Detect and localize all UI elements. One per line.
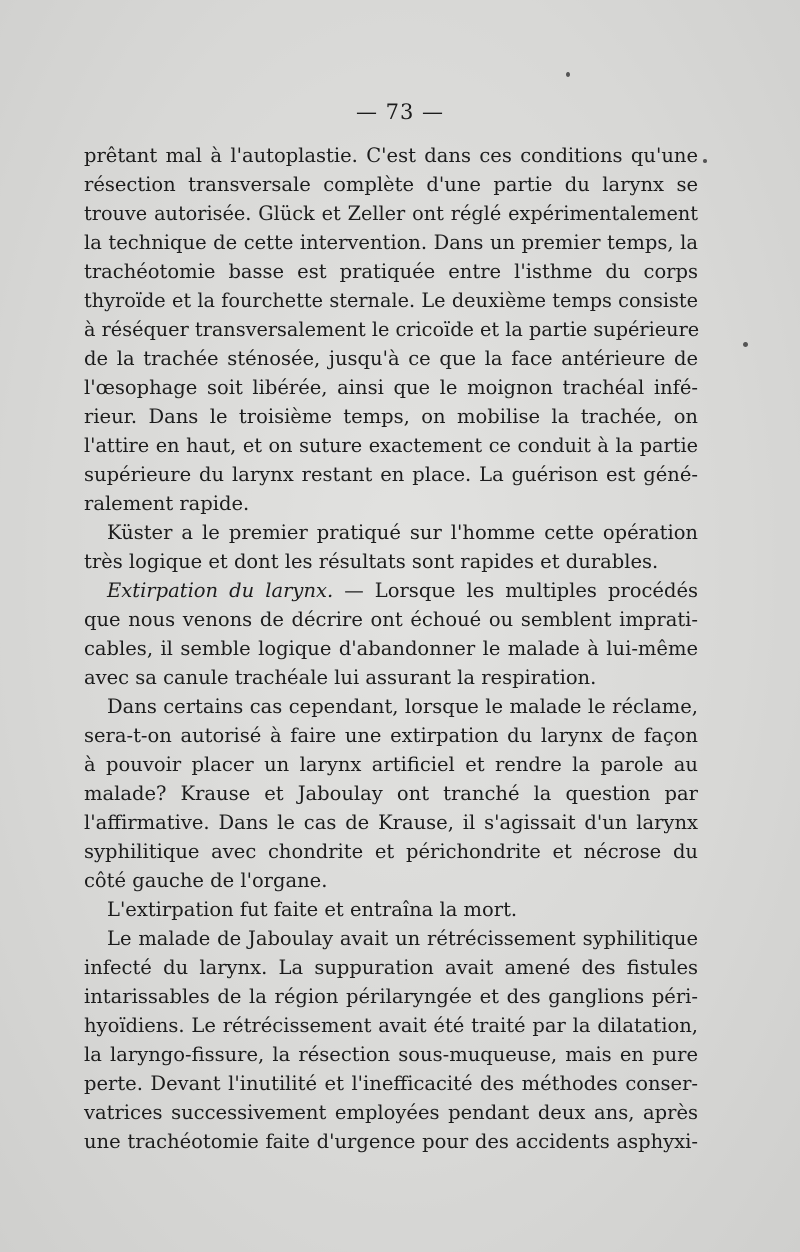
text-line: l'attire en haut, et on suture exactement ce conduit à la partie [84, 434, 698, 457]
text-line: que nous venons de décrire ont échoué ou semblent imprati- [84, 608, 698, 631]
paper-speck [743, 342, 748, 347]
text-line: prêtant mal à l'autoplastie. C'est dans ces conditions qu'une [84, 144, 698, 167]
text-line: rieur. Dans le troisième temps, on mobilise la trachée, on [84, 405, 698, 428]
text-line: une trachéotomie faite d'urgence pour des accidents asphyxi- [84, 1130, 698, 1153]
text-line: intarissables de la région périlaryngée et des ganglions péri- [84, 985, 698, 1008]
text-line: à pouvoir placer un larynx artificiel et rendre la parole au [84, 753, 698, 776]
text-line: de la trachée sténosée, jusqu'à ce que la face antérieure de [84, 347, 698, 370]
section-heading: Extirpation du larynx. [107, 579, 334, 602]
text-line: L'extirpation fut faite et entraîna la mort. [107, 898, 518, 921]
text-line: cables, il semble logique d'abandonner le malade à lui-même [84, 637, 698, 660]
text-line: à réséquer transversalement le cricoïde et la partie supérieure [84, 318, 700, 341]
paper-speck [566, 72, 570, 77]
text-line: trachéotomie basse est pratiquée entre l'isthme du corps [84, 260, 698, 283]
text-line: avec sa canule trachéale lui assurant la respiration. [84, 666, 597, 689]
text-line: l'œsophage soit libérée, ainsi que le moignon trachéal infé- [84, 376, 698, 399]
text-line: Küster a le premier pratiqué sur l'homme cette opération [107, 521, 698, 544]
text-line: perte. Devant l'inutilité et l'inefficacité des méthodes conser- [84, 1072, 698, 1095]
paper-speck [703, 159, 707, 163]
page-number: — 73 — [355, 100, 445, 124]
text-line: Dans certains cas cependant, lorsque le malade le réclame, [107, 695, 698, 718]
text-line: vatrices successivement employées pendant deux ans, après [84, 1101, 698, 1124]
text-line: trouve autorisée. Glück et Zeller ont réglé expérimentalement [84, 202, 698, 225]
body-text [84, 141, 698, 1156]
text-line: la laryngo-fissure, la résection sous-muqueuse, mais en pure [84, 1043, 698, 1066]
text-line: côté gauche de l'organe. [84, 869, 328, 892]
text-line: syphilitique avec chondrite et périchondrite et nécrose du [84, 840, 698, 863]
text-line: thyroïde et la fourchette sternale. Le deuxième temps consiste [84, 289, 698, 312]
text-line: supérieure du larynx restant en place. La guérison est géné- [84, 463, 698, 486]
text-line: l'affirmative. Dans le cas de Krause, il s'agissait d'un larynx [84, 811, 698, 834]
text-line: sera-t-on autorisé à faire une extirpation du larynx de façon [84, 724, 698, 747]
section-heading-rest: — Lorsque les multiples procédés [333, 579, 698, 602]
section-heading-line [84, 576, 698, 605]
text-line: infecté du larynx. La suppuration avait amené des fistules [84, 956, 698, 979]
text-line: la technique de cette intervention. Dans un premier temps, la [84, 231, 698, 254]
text-line: malade? Krause et Jaboulay ont tranché la question par [84, 782, 698, 805]
text-line: Le malade de Jaboulay avait un rétrécissement syphilitique [107, 927, 698, 950]
text-line: ralement rapide. [84, 492, 250, 515]
text-line: hyoïdiens. Le rétrécissement avait été traité par la dilatation, [84, 1014, 698, 1037]
text-line: très logique et dont les résultats sont rapides et durables. [84, 550, 659, 573]
text-line: résection transversale complète d'une partie du larynx se [84, 173, 698, 196]
